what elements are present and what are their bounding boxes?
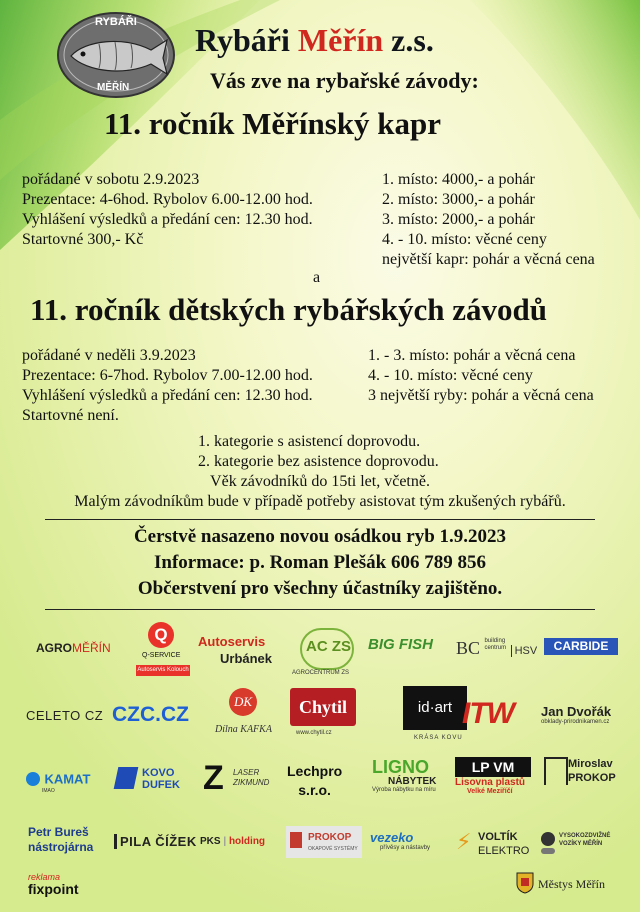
sponsor-idart-sub: KRÁSA KOVU <box>414 735 463 741</box>
sponsor-urbanek: Autoservis Urbánek <box>198 634 273 666</box>
event1-prize-3: 3. místo: 2000,- a pohár <box>382 211 535 228</box>
sponsor-lechpro: Lechpro s.r.o. <box>287 763 343 798</box>
event2-prize-1: 1. - 3. místo: pohár a věcná cena <box>368 347 576 364</box>
sponsor-czc: CZC.CZ <box>112 703 189 726</box>
event2-prize-3: 3 největší ryby: pohár a věcná cena <box>368 387 594 404</box>
notice-refreshments: Občerstvení pro všechny účastníky zajištěno. <box>137 578 503 599</box>
sponsor-ligno: LIGNO NÁBYTEK Výroba nábytku na míru <box>372 757 437 793</box>
assistance-note: Malým závodníkům bude v případě potřeby asistovat tým zkušených rybářů. <box>74 493 566 510</box>
sponsor-fixpoint: reklama fixpoint <box>28 872 79 897</box>
event1-prize-2: 2. místo: 3000,- a pohár <box>382 191 535 208</box>
sponsor-lpvm: LP VM Lisovna plastů Velké Meziříčí <box>455 757 531 795</box>
event1-fee: Startovné 300,- Kč <box>22 231 144 248</box>
sponsor-dvorak: Jan Dvořák obklady-prirodnikamen.cz <box>541 704 612 725</box>
event1-date: pořádané v sobotu 2.9.2023 <box>22 171 200 188</box>
sponsor-hsv: BC building centrum HSV <box>456 638 538 658</box>
sponsor-prokop-gutters: PROKOP OKAPOVÉ SYSTÉMY <box>286 826 362 858</box>
sponsor-kamat: KAMAT IMAO <box>26 770 90 794</box>
sponsor-bures: Petr Bureš nástrojárna <box>28 825 94 854</box>
club-logo-top-text: RYBÁŘI <box>95 16 137 28</box>
event1-awards: Vyhlášení výsledků a předání cen: 12.30 hod. <box>22 211 313 228</box>
title-club: Rybáři <box>195 22 290 58</box>
sponsor-agromerin: AGROMĚŘÍN <box>36 641 111 655</box>
event2-info <box>22 346 313 426</box>
event1-info <box>22 170 313 250</box>
page-title <box>195 22 434 59</box>
qservice-badge: Q <box>148 622 174 648</box>
notice-contact: Informace: p. Roman Plešák 606 789 856 <box>154 552 486 573</box>
subtitle: Vás zve na rybařské závody: <box>210 68 479 93</box>
sponsor-chytil: Chytil www.chytil.cz <box>290 688 356 740</box>
divider-bottom <box>45 609 595 610</box>
sponsor-aczs: AC ZS AGROCENTRUM ZS <box>292 626 358 680</box>
event2-prize-2: 4. - 10. místo: věcné ceny <box>368 367 533 384</box>
event2-awards: Vyhlášení výsledků a předání cen: 12.30 hod. <box>22 387 313 404</box>
sponsor-itw: ITW <box>462 697 514 730</box>
event1-registration: Prezentace: 4-6hod. Rybolov 6.00-12.00 hod. <box>22 191 313 208</box>
event1-prize-5: největší kapr: pohár a věcná cena <box>382 251 595 268</box>
title-suffix: z.s. <box>391 22 434 58</box>
sponsor-cizek: PILA ČÍŽEK <box>114 834 197 849</box>
sponsor-pks: PKS | holding <box>200 836 266 847</box>
event2-prizes <box>368 346 594 406</box>
event2-registration: Prezentace: 6-7hod. Rybolov 7.00-12.00 hod. <box>22 367 313 384</box>
event1-prize-4: 4. - 10. místo: věcné ceny <box>382 231 547 248</box>
event2-title: 11. ročník dětských rybářských závodů <box>30 292 548 327</box>
sponsor-qservice: Q Q-SERVICE Autoservis Kolouch <box>136 622 190 678</box>
category-2: 2. kategorie bez asistence doprovodu. <box>198 453 439 470</box>
event2-fee: Startovné není. <box>22 407 119 424</box>
sponsor-carbide: CARBIDE <box>544 638 618 655</box>
category-1: 1. kategorie s asistencí doprovodu. <box>198 433 421 450</box>
connector-text: a <box>313 269 321 286</box>
age-limit: Věk závodníků do 15ti let, včetně. <box>210 473 430 490</box>
sponsor-bigfish: BIG FISH <box>368 636 434 653</box>
sponsor-kafka: DK Dílna KAFKA <box>215 688 285 740</box>
coat-of-arms-icon <box>516 872 534 894</box>
sponsor-celetoc: CELETO CZ <box>26 708 104 723</box>
divider-top <box>45 519 595 520</box>
sponsor-idart: id·art <box>403 686 467 730</box>
event1-prizes <box>382 170 595 270</box>
club-logo-bottom-text: MĚŘÍN <box>97 82 130 93</box>
event1-prize-1: 1. místo: 4000,- a pohár <box>382 171 535 188</box>
notice-restocked: Čerstvě nasazeno novou osádkou ryb 1.9.2023 <box>133 526 507 547</box>
sponsor-vezeko: vezeko přívěsy a nástavby <box>370 830 431 851</box>
title-town: Měřín <box>297 22 384 58</box>
event1-title: 11. ročník Měřínský kapr <box>104 106 442 141</box>
event2-date: pořádané v neděli 3.9.2023 <box>22 347 196 364</box>
